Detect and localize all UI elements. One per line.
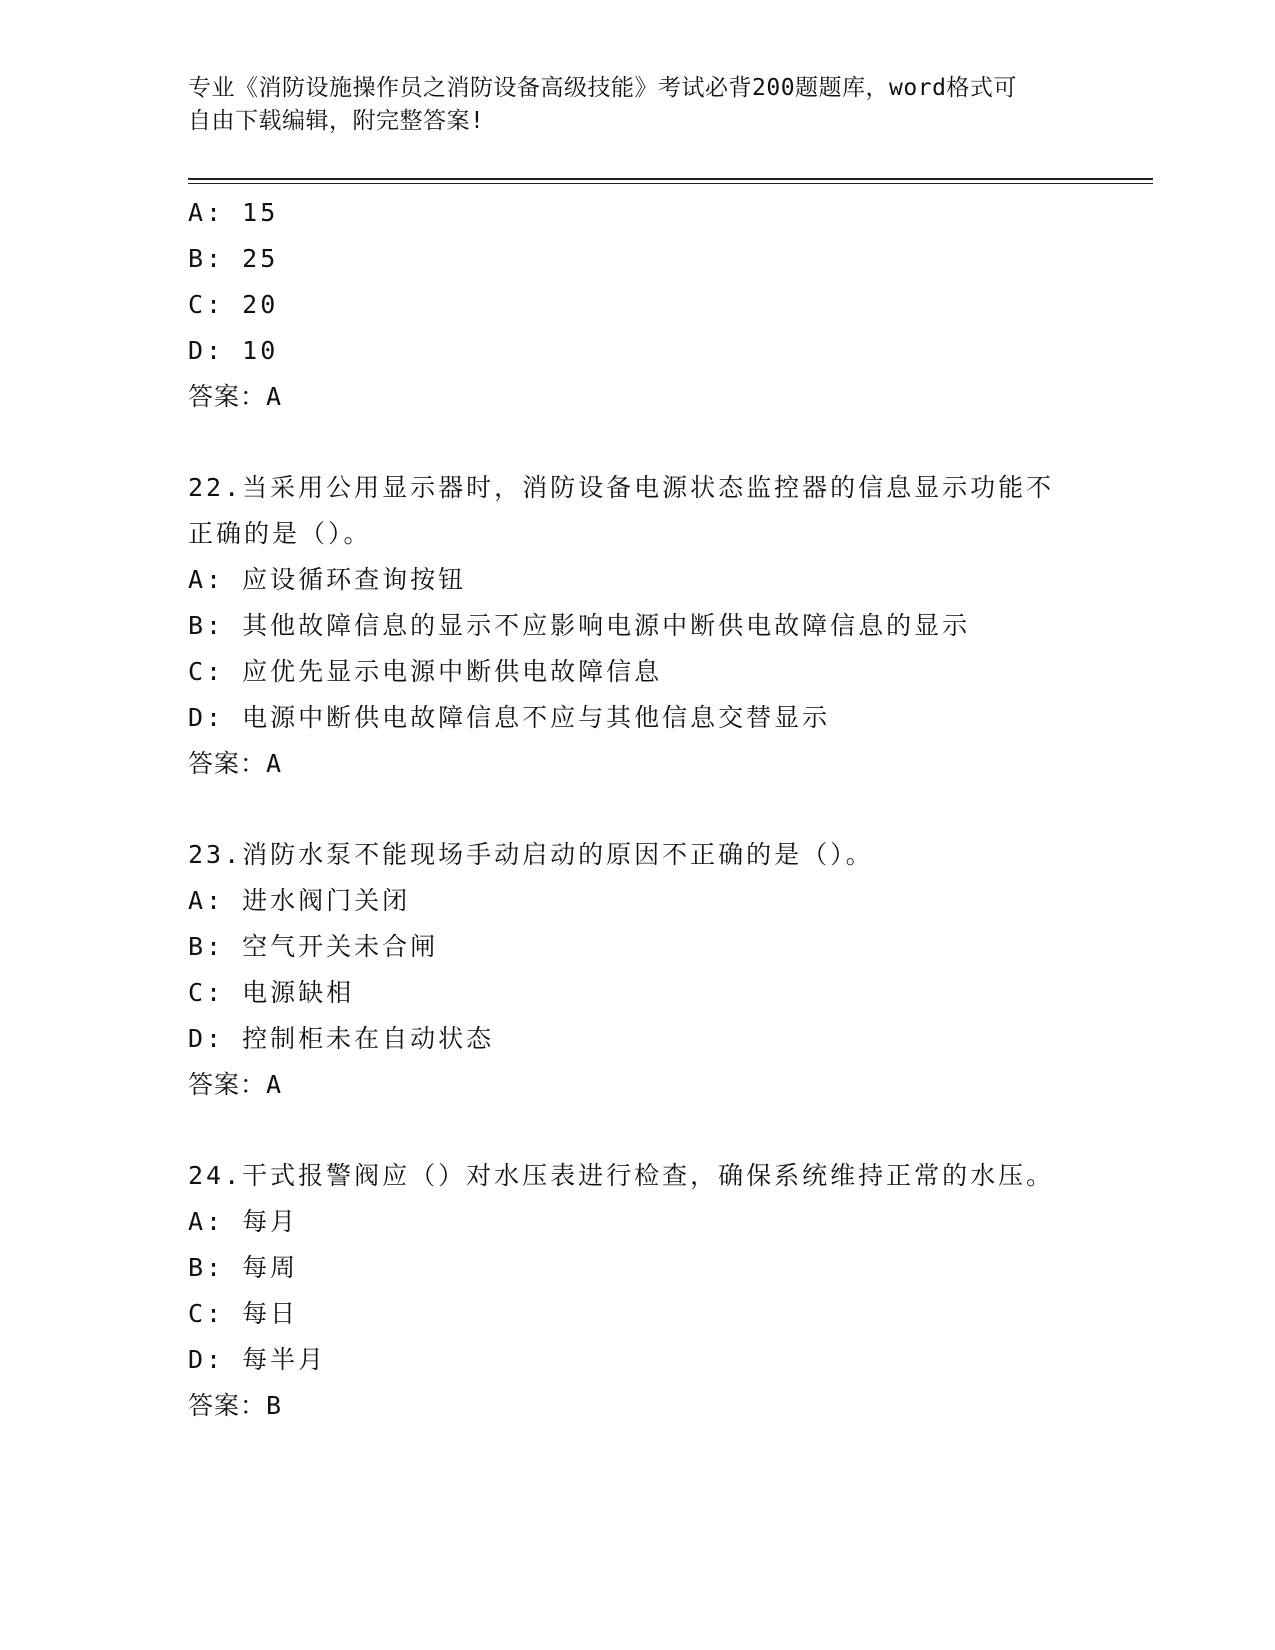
question-stem [188, 832, 1088, 878]
answer-label: 答案： [188, 1391, 267, 1420]
answer-label: 答案： [188, 382, 267, 411]
question-stem-line-2: 正确的是（）。 [188, 519, 372, 548]
question-stem-line-1: 24.干式报警阀应（）对水压表进行检查，确保系统维持正常的水压。 [188, 1161, 1055, 1190]
option-c: C: 应优先显示电源中断供电故障信息 [188, 657, 663, 686]
option-c: C: 20 [188, 290, 279, 319]
option-b: B: 空气开关未合闸 [188, 932, 439, 961]
header-divider [188, 178, 1153, 184]
answer-label: 答案： [188, 749, 267, 778]
option-a: A: 每月 [188, 1207, 299, 1236]
answer-value: A [266, 1070, 282, 1099]
question-stem [188, 465, 1088, 557]
option-a: A: 进水阀门关闭 [188, 886, 411, 915]
option-a: A: 应设循环查询按钮 [188, 565, 467, 594]
answer-value: B [266, 1391, 282, 1420]
answer-value: A [266, 749, 282, 778]
option-b: B: 其他故障信息的显示不应影响电源中断供电故障信息的显示 [188, 611, 971, 640]
answer-line [188, 1062, 1088, 1108]
option-c: C: 每日 [188, 1299, 299, 1328]
header-title-line-2: 自由下载编辑，附完整答案! [188, 108, 485, 134]
question-stem-line-1: 23.消防水泵不能现场手动启动的原因不正确的是（）。 [188, 840, 874, 869]
option-c: C: 电源缺相 [188, 978, 355, 1007]
option-b: B: 每周 [188, 1253, 299, 1282]
question-stem [188, 1153, 1088, 1199]
option-d: D: 10 [188, 336, 279, 365]
answer-line [188, 374, 1088, 420]
question-24 [188, 1153, 1088, 1429]
answer-line [188, 1383, 1088, 1429]
header-title-line-1: 专业《消防设施操作员之消防设备高级技能》考试必背200题题库，word格式可 [188, 75, 1017, 101]
document-header [188, 72, 1068, 138]
answer-line [188, 741, 1088, 787]
option-d: D: 电源中断供电故障信息不应与其他信息交替显示 [188, 703, 831, 732]
question-21 [188, 190, 1088, 420]
question-list [188, 190, 1088, 1429]
option-d: D: 每半月 [188, 1345, 327, 1374]
option-d: D: 控制柜未在自动状态 [188, 1024, 495, 1053]
option-a: A: 15 [188, 198, 279, 227]
question-stem-line-1: 22.当采用公用显示器时，消防设备电源状态监控器的信息显示功能不 [188, 473, 1055, 502]
question-22 [188, 465, 1088, 787]
answer-value: A [266, 382, 282, 411]
option-b: B: 25 [188, 244, 279, 273]
answer-label: 答案： [188, 1070, 267, 1099]
question-23 [188, 832, 1088, 1108]
